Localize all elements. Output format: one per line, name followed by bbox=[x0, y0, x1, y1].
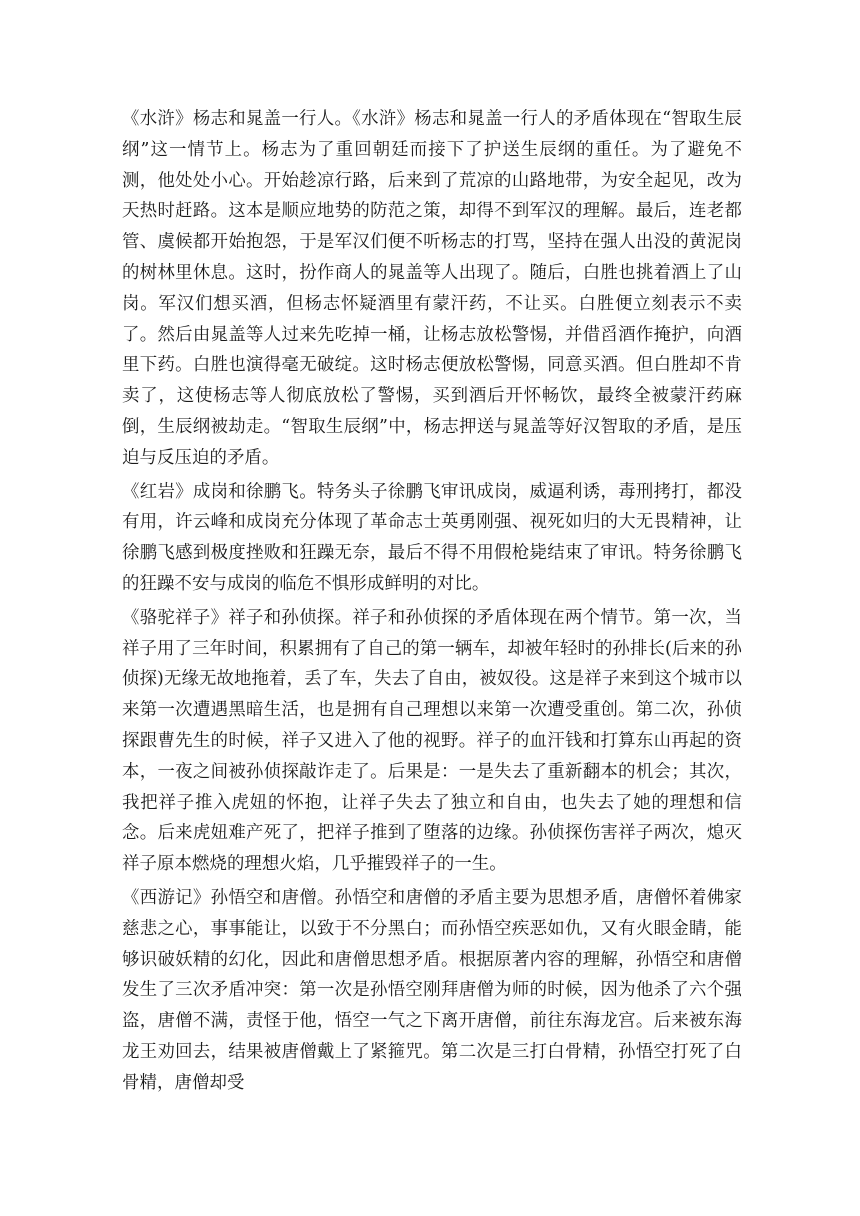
document-body bbox=[122, 104, 742, 1102]
paragraph-hongyan: 《红岩》成岗和徐鹏飞。特务头子徐鹏飞审讯成岗，威逼利诱，毒刑拷打，都没有用，许云峰和成岗充分体现了革命志士英勇刚强、视死如归的大无畏精神，让徐鹏飞感到极度挫败和狂躁无奈，最后不得不用假枪毙结束了审讯。特务徐鹏飞的狂躁不安与成岗的临危不惧形成鲜明的对比。 bbox=[122, 481, 742, 594]
paragraph-xiyouji: 《西游记》孙悟空和唐僧。孙悟空和唐僧的矛盾主要为思想矛盾，唐僧怀着佛家慈悲之心，事事能让，以致于不分黑白；而孙悟空疾恶如仇，又有火眼金睛，能够识破妖精的幻化，因此和唐僧思想矛盾。根据原著内容的理解，孙悟空和唐僧发生了三次矛盾冲突：第一次是孙悟空刚拜唐僧为师的时候，因为他杀了六个强盗，唐僧不满，责怪于他，悟空一气之下离开唐僧，前往东海龙宫。后来被东海龙王劝回去，结果被唐僧戴上了紧箍咒。第二次是三打白骨精，孙悟空打死了白骨精，唐僧却受 bbox=[122, 887, 742, 1093]
paragraph-luotuoxiangzi: 《骆驼祥子》祥子和孙侦探。祥子和孙侦探的矛盾体现在两个情节。第一次，当祥子用了三年时间，积累拥有了自己的第一辆车，却被年轻时的孙排长(后来的孙侦探)无缘无故地拖着，丢了车，失去了自由，被奴役。这是祥子来到这个城市以来第一次遭遇黑暗生活，也是拥有自己理想以来第一次遭受重创。第二次，孙侦探跟曹先生的时候，祥子又进入了他的视野。祥子的血汗钱和打算东山再起的资本，一夜之间被孙侦探敲诈走了。后果是：一是失去了重新翻本的机会；其次，我把祥子推入虎妞的怀抱，让祥子失去了独立和自由，也失去了她的理想和信念。后来虎妞难产死了，把祥子推到了堕落的边缘。孙侦探伤害祥子两次，熄灭祥子原本燃烧的理想火焰，几乎摧毁祥子的一生。 bbox=[122, 607, 742, 875]
paragraph-shuihu: 《水浒》杨志和晁盖一行人。《水浒》杨志和晁盖一行人的矛盾体现在“智取生辰纲”这一情节上。杨志为了重回朝廷而接下了护送生辰纲的重任。为了避免不测，他处处小心。开始趁凉行路，后来到了荒凉的山路地带，为安全起见，改为天热时赶路。这本是顺应地势的防范之策，却得不到军汉的理解。最后，连老都管、虞候都开始抱怨，于是军汉们便不听杨志的打骂，坚持在强人出没的黄泥岗的树林里休息。这时，扮作商人的晁盖等人出现了。随后，白胜也挑着酒上了山岗。军汉们想买酒，但杨志怀疑酒里有蒙汗药，不让买。白胜便立刻表示不卖了。然后由晁盖等人过来先吃掉一桶，让杨志放松警惕，并借舀酒作掩护，向酒里下药。白胜也演得毫无破绽。这时杨志便放松警惕，同意买酒。但白胜却不肯卖了，这使杨志等人彻底放松了警惕，买到酒后开怀畅饮，最终全被蒙汗药麻倒，生辰纲被劫走。“智取生辰纲”中，杨志押送与晁盖等好汉智取的矛盾，是压迫与反压迫的矛盾。 bbox=[122, 109, 742, 468]
